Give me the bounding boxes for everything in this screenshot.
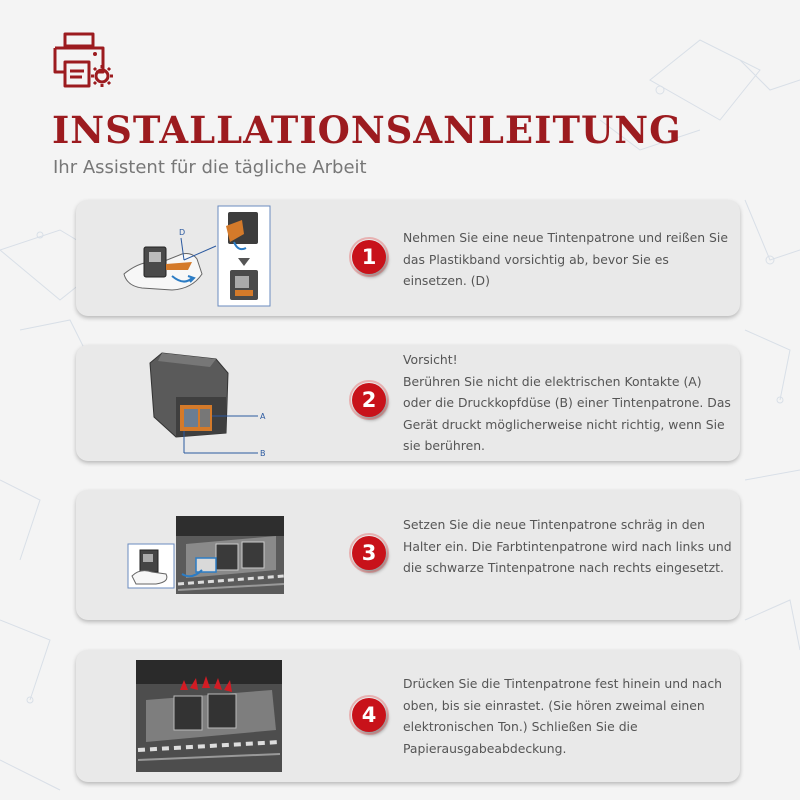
step-2-caution: Vorsicht! [403,352,458,367]
step-2-text: Berühren Sie nicht die elektrischen Kontakte (A) oder die Druckkopfdüse (B) einer Tintenpatrone. Das Gerät druckt möglicherweise nicht richtig, wenn Sie sie berühren. [403,373,731,453]
step-3-illustration [126,514,286,596]
step-2-text-block [403,349,733,457]
page-subtitle: Ihr Assistent für die tägliche Arbeit [53,157,367,178]
step-1-label-d: D [179,228,186,237]
step-card-1 [76,200,740,316]
step-1-text: Nehmen Sie eine neue Tintenpatrone und reißen Sie das Plastikband vorsichtig ab, bevor Sie es einsetzen. (D) [403,230,728,288]
step-card-3 [76,490,740,620]
step-3-text: Setzen Sie die neue Tintenpatrone schräg in den Halter ein. Die Farbtintenpatrone wird nach links und die schwarze Tintenpatrone nach rechts eingesetzt. [403,517,732,575]
step-2-label-a: A [260,412,266,421]
step-4-illustration [136,660,282,772]
step-4-number-badge: 4 [352,698,386,732]
step-2-illustration [140,347,274,459]
step-2-label-b: B [260,449,266,458]
step-card-4 [76,650,740,782]
step-1-illustration [122,204,274,308]
page-title: INSTALLATIONSANLEITUNG [52,108,682,152]
step-4-text: Drücken Sie die Tintenpatrone fest hinein und nach oben, bis sie einrastet. (Sie hören zweimal einen elektronischen Ton.) Schließen Sie die Papierausgabeabdeckung. [403,676,723,756]
step-1-number-badge: 1 [352,240,386,274]
printer-settings-icon [52,30,118,92]
step-card-2 [76,345,740,461]
step-3-number-badge: 3 [352,536,386,570]
step-2-number-badge: 2 [352,383,386,417]
